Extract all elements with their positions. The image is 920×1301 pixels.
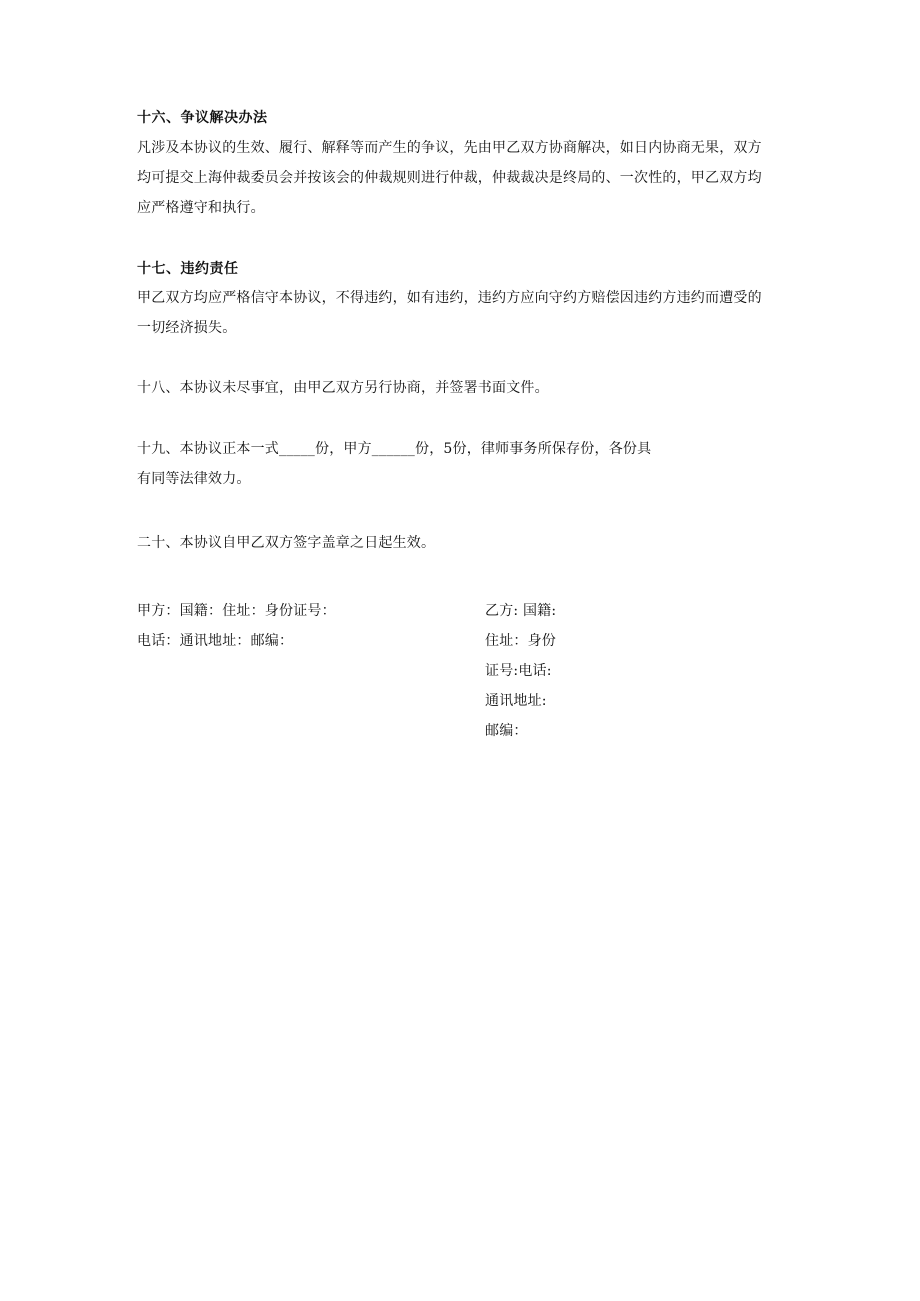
party-b-line-1: 乙方: 国籍: (485, 603, 557, 619)
section-16-line-2: 均可提交上海仲裁委员会并按该会的仲裁规则进行仲裁，仲裁裁决是终局的、一次性的，甲乙双方均 (137, 170, 762, 186)
section-16-body (137, 133, 787, 223)
party-b-line-5: 邮编： (485, 723, 528, 739)
party-b-line-2: 住址：身份 (485, 633, 556, 649)
section-20-text: 二十、本协议自甲乙双方签字盖章之日起生效。 (137, 535, 436, 551)
party-b-line-4: 通讯地址: (485, 693, 547, 709)
section-16-line-3: 应严格遵守和执行。 (137, 200, 265, 216)
party-a-line-1: 甲方：国籍：住址：身份证号： (137, 603, 336, 619)
section-19-line-1: 十九、本协议正本一式_____份，甲方______份，5份，律师事务所保存份，各份具 (137, 441, 652, 457)
section-16-heading: 十六、争议解决办法 (137, 110, 268, 126)
section-17-line-1: 甲乙双方均应严格信守本协议，不得违约，如有违约，违约方应向守约方赔偿因违约方违约而遭受的 (137, 290, 762, 306)
section-19-body (137, 434, 787, 494)
section-18-text: 十八、本协议未尽事宜，由甲乙双方另行协商，并签署书面文件。 (137, 380, 549, 396)
section-19-line-2: 有同等法律效力。 (137, 471, 251, 487)
section-17-heading: 十七、违约责任 (137, 261, 239, 277)
party-b-line-3: 证号:电话: (485, 663, 552, 679)
party-a-line-2: 电话：通讯地址：邮编： (137, 633, 294, 649)
section-17-line-2: 一切经济损失。 (137, 320, 237, 336)
section-17-body (137, 283, 787, 343)
section-16-line-1: 凡涉及本协议的生效、履行、解释等而产生的争议，先由甲乙双方协商解决，如日内协商无果，双方 (137, 140, 762, 156)
